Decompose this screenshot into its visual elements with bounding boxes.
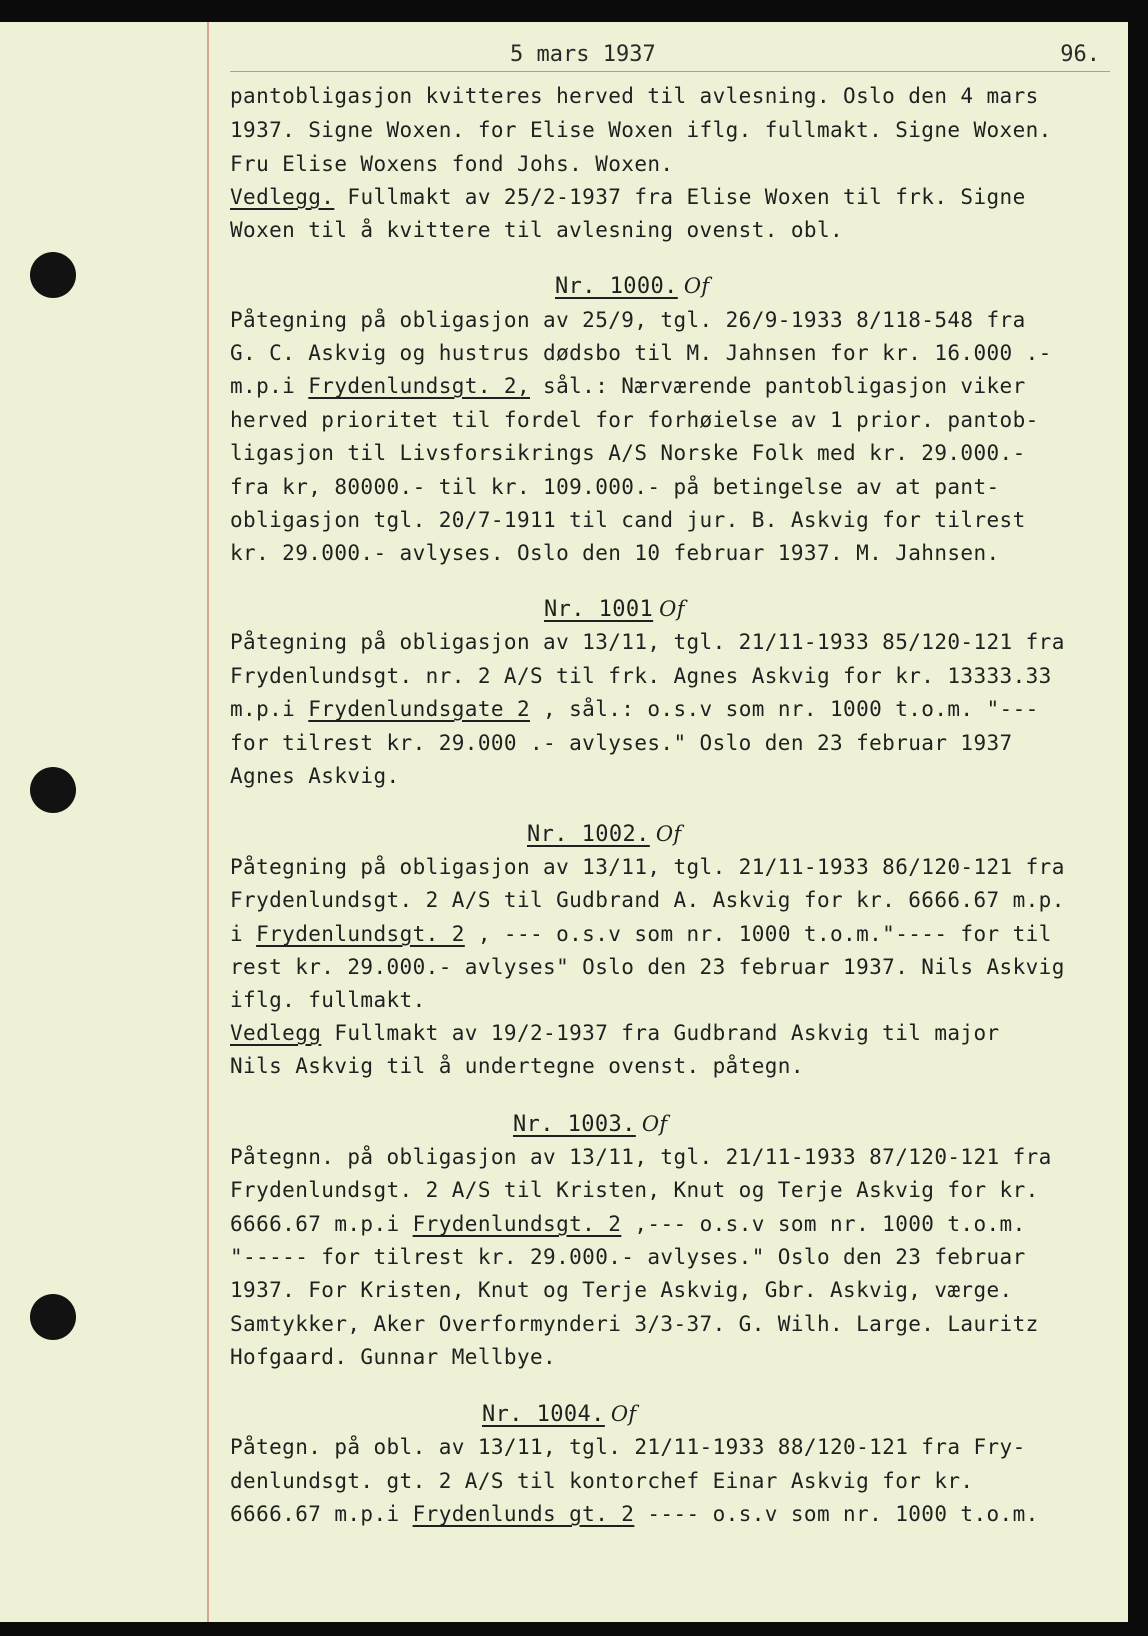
- text-line: [230, 986, 1110, 1014]
- text-line: [230, 1500, 1110, 1528]
- text-segment: Agnes Askvig.: [230, 764, 400, 788]
- text-line: [230, 628, 1110, 656]
- text-line: [230, 1276, 1110, 1304]
- text-segment: pantobligasjon kvitteres herved til avlesning. Oslo den 4 mars: [230, 84, 1039, 108]
- text-line: [230, 1310, 1110, 1338]
- text-segment: 6666.67 m.p.i: [230, 1212, 413, 1236]
- text-segment: iflg. fullmakt.: [230, 988, 426, 1012]
- entry-number: Nr. 1002.: [527, 822, 650, 847]
- entry-heading: [513, 1110, 1128, 1139]
- punch-hole: [30, 1294, 76, 1340]
- text-line: [230, 1243, 1110, 1271]
- underlined-text: Vedlegg: [230, 1021, 322, 1045]
- text-segment: Samtykker, Aker Overformynderi 3/3-37. G. Wilh. Large. Lauritz: [230, 1312, 1039, 1336]
- text-line: [230, 920, 1110, 948]
- text-segment: ligasjon til Livsforsikrings A/S Norske Folk med kr. 29.000.-: [230, 441, 1026, 465]
- entry-heading: [555, 272, 1128, 301]
- underlined-text: Frydenlundsgt. 2: [412, 1212, 622, 1236]
- underlined-text: Frydenlundsgate 2: [308, 697, 530, 721]
- clerk-initials: Of: [659, 597, 685, 621]
- text-line: [230, 150, 1110, 178]
- text-segment: , --- o.s.v som nr. 1000 t.o.m."---- for til: [464, 922, 1052, 946]
- text-segment: for tilrest kr. 29.000 .- avlyses." Oslo den 23 februar 1937: [230, 731, 1013, 755]
- entry-heading: [527, 820, 1128, 849]
- text-line: [230, 183, 1110, 211]
- text-line: [230, 406, 1110, 434]
- text-line: [230, 853, 1110, 881]
- entry-heading: [482, 1400, 1128, 1429]
- text-line: [230, 886, 1110, 914]
- punch-hole: [30, 767, 76, 813]
- text-segment: , sål.: o.s.v som nr. 1000 t.o.m. "---: [530, 697, 1039, 721]
- punch-hole: [30, 252, 76, 298]
- document-page: [0, 22, 1128, 1622]
- text-line: [230, 82, 1110, 110]
- entry-number: Nr. 1003.: [513, 1112, 636, 1137]
- text-line: [230, 372, 1110, 400]
- text-segment: m.p.i: [230, 374, 309, 398]
- text-segment: 1937. Signe Woxen. for Elise Woxen iflg. fullmakt. Signe Woxen.: [230, 118, 1052, 142]
- text-segment: Nils Askvig til å undertegne ovenst. påtegn.: [230, 1054, 804, 1078]
- text-segment: "----- for tilrest kr. 29.000.- avlyses." Oslo den 23 februar: [230, 1245, 1026, 1269]
- text-segment: denlundsgt. gt. 2 A/S til kontorchef Einar Askvig for kr.: [230, 1469, 974, 1493]
- text-segment: Påtegning på obligasjon av 13/11, tgl. 21/11-1933 86/120-121 fra: [230, 855, 1065, 879]
- text-line: [230, 953, 1110, 981]
- clerk-initials: Of: [683, 274, 710, 298]
- text-line: [230, 1143, 1110, 1171]
- entry-number: Nr. 1000.: [555, 274, 678, 299]
- text-segment: fra kr, 80000.- til kr. 109.000.- på betingelse av at pant-: [230, 475, 1000, 499]
- text-segment: Påtegning på obligasjon av 13/11, tgl. 21/11-1933 85/120-121 fra: [230, 630, 1065, 654]
- clerk-initials: Of: [610, 1402, 637, 1426]
- text-segment: 6666.67 m.p.i: [230, 1502, 413, 1526]
- entry-number: Nr. 1001: [544, 597, 654, 622]
- entry-number: Nr. 1004.: [482, 1402, 605, 1427]
- text-segment: Frydenlundsgt. 2 A/S til Kristen, Knut og Terje Askvig for kr.: [230, 1178, 1039, 1202]
- text-line: [230, 116, 1110, 144]
- text-segment: 1937. For Kristen, Knut og Terje Askvig, Gbr. Askvig, værge.: [230, 1278, 1013, 1302]
- text-segment: i: [230, 922, 257, 946]
- text-line: [230, 539, 1110, 567]
- text-segment: G. C. Askvig og hustrus dødsbo til M. Jahnsen for kr. 16.000 .-: [230, 341, 1052, 365]
- text-line: [230, 1019, 1110, 1047]
- entry-heading: [544, 595, 1128, 624]
- text-segment: Påtegning på obligasjon av 25/9, tgl. 26/9-1933 8/118-548 fra: [230, 308, 1026, 332]
- text-line: [230, 762, 1110, 790]
- text-line: [230, 306, 1110, 334]
- text-segment: obligasjon tgl. 20/7-1911 til cand jur. B. Askvig for tilrest: [230, 508, 1026, 532]
- text-line: [230, 1343, 1110, 1371]
- page-header: [510, 38, 1100, 72]
- text-segment: rest kr. 29.000.- avlyses" Oslo den 23 februar 1937. Nils Askvig: [230, 955, 1065, 979]
- text-line: [230, 1433, 1110, 1461]
- text-segment: Hofgaard. Gunnar Mellbye.: [230, 1345, 557, 1369]
- text-line: [230, 506, 1110, 534]
- margin-line: [207, 22, 209, 1622]
- text-segment: Fullmakt av 25/2-1937 fra Elise Woxen til frk. Signe: [334, 185, 1026, 209]
- underlined-text: Frydenlundsgt. 2,: [308, 374, 530, 398]
- text-segment: Woxen til å kvittere til avlesning ovenst. obl.: [230, 218, 844, 242]
- clerk-initials: Of: [655, 822, 682, 846]
- text-segment: ,--- o.s.v som nr. 1000 t.o.m.: [621, 1212, 1026, 1236]
- text-segment: Påtegn. på obl. av 13/11, tgl. 21/11-1933 88/120-121 fra Fry-: [230, 1435, 1026, 1459]
- header-date: 5 mars 1937: [510, 42, 656, 67]
- text-line: [230, 216, 1110, 244]
- text-segment: ---- o.s.v som nr. 1000 t.o.m.: [634, 1502, 1039, 1526]
- text-line: [230, 695, 1110, 723]
- text-line: [230, 1210, 1110, 1238]
- text-segment: Frydenlundsgt. nr. 2 A/S til frk. Agnes Askvig for kr. 13333.33: [230, 664, 1052, 688]
- text-line: [230, 1467, 1110, 1495]
- text-segment: sål.: Nærværende pantobligasjon viker: [530, 374, 1026, 398]
- underlined-text: Frydenlundsgt. 2: [256, 922, 465, 946]
- text-segment: Fullmakt av 19/2-1937 fra Gudbrand Askvig til major: [321, 1021, 1000, 1045]
- text-line: [230, 662, 1110, 690]
- text-line: [230, 1176, 1110, 1204]
- text-segment: Frydenlundsgt. 2 A/S til Gudbrand A. Askvig for kr. 6666.67 m.p.: [230, 888, 1065, 912]
- underlined-text: Vedlegg.: [230, 185, 335, 209]
- text-segment: m.p.i: [230, 697, 309, 721]
- text-segment: Påtegnn. på obligasjon av 13/11, tgl. 21/11-1933 87/120-121 fra: [230, 1145, 1052, 1169]
- clerk-initials: Of: [641, 1112, 668, 1136]
- text-segment: Fru Elise Woxens fond Johs. Woxen.: [230, 152, 674, 176]
- underlined-text: Frydenlunds gt. 2: [412, 1502, 635, 1526]
- page-number: 96.: [1060, 42, 1100, 67]
- header-rule: [230, 71, 1110, 72]
- text-line: [230, 339, 1110, 367]
- text-segment: herved prioritet til fordel for forhøielse av 1 prior. pantob-: [230, 408, 1039, 432]
- text-line: [230, 1052, 1110, 1080]
- text-segment: kr. 29.000.- avlyses. Oslo den 10 februar 1937. M. Jahnsen.: [230, 541, 1000, 565]
- text-line: [230, 439, 1110, 467]
- text-line: [230, 729, 1110, 757]
- text-line: [230, 473, 1110, 501]
